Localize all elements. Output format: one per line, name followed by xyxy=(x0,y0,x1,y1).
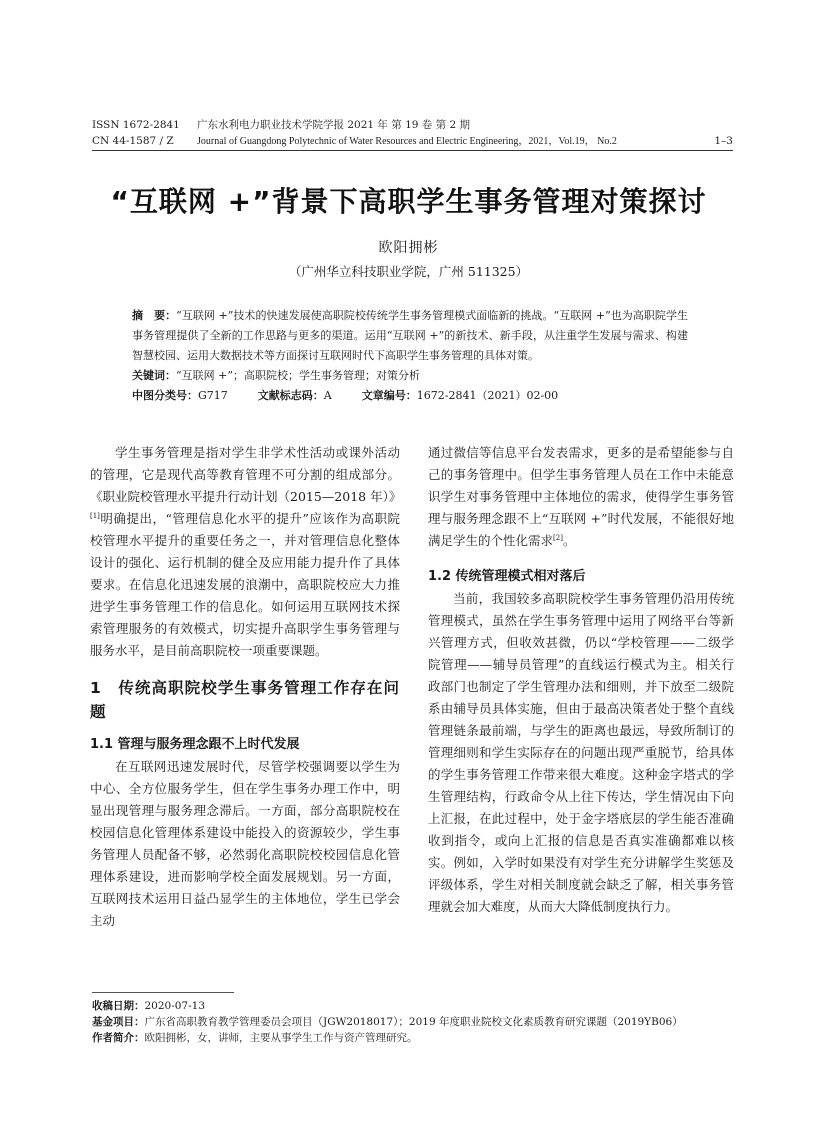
keywords xyxy=(132,366,688,386)
footnote-fund xyxy=(92,1014,752,1030)
cn-number: CN 44-1587 / Z xyxy=(92,135,174,147)
clc-label: 中图分类号： xyxy=(132,389,198,402)
keywords-text: “互联网 +”；高职院校；学生事务管理；对策分析 xyxy=(176,369,420,382)
bio-text: 欧阳拥彬，女，讲师，主要从事学生工作与资产管理研究。 xyxy=(144,1032,418,1044)
intro-text-2: 明确提出，“管理信息化水平的提升”应该作为高职院校管理水平提升的重要任务之一，并对管理信息化整体设计的强化、运行机制的健全及应用能力提升作了具体要求。在信息化迅速发展的浪潮中，高职院校应大力推进学生事务管理工作的信息化。如何运用互联网技术探索管理服务的有效模式，切实提升高职学生事务管理与服务水平，是目前高职院校一项重要课题。 xyxy=(90,511,400,658)
footnote-rule xyxy=(92,992,234,993)
subsection-heading-1-2: 1.2 传统管理模式相对落后 xyxy=(428,569,586,584)
continued-paragraph xyxy=(428,442,734,552)
citation-2[interactable]: [2] xyxy=(553,533,563,542)
section-1-2-paragraph: 当前，我国较多高职院校学生事务管理仍沿用传统管理模式，虽然在学生事务管理中运用了网络平台等新兴管理方式，但收效甚微，仍以“学校管理——二级学院管理——辅导员管理”的直线运行模式为主。相关行政部门也制定了学生管理办法和细则，并下放至二级院系由辅导员具体实施，但由于最高决策者处于整个直线管理链条最前端，与学生的距离也最远，导致所制订的管理细则和学生实际存在的问题出现严重脱节，给具体的学生事务管理工作带来很大难度。这种金字塔式的学生管理结构，行政命令从上往下传达，学生情况由下向上汇报，在此过程中，处于金字塔底层的学生能否准确收到指令，或向上汇报的信息是否真实准确都难以核实。例如，入学时如果没有对学生充分讲解学生奖惩及评级体系，学生对相关制度就会缺乏了解，相关事务管理就会加大难度，从而大大降低制度执行力。 xyxy=(428,591,734,914)
article-number-label: 文章编号： xyxy=(361,389,417,402)
section-1-1-paragraph: 在互联网迅速发展时代，尽管学校强调要以学生为中心、全方位服务学生，但在学生事务办理工作中，明显出现管理与服务理念滞后。一方面，部分高职院校在校园信息化管理体系建设中能投入的资源较少，学生事务管理人员配备不够，必然弱化高职院校校园信息化管理体系建设，进而影响学校全面发展规划。另一方面，互联网技术运用日益凸显学生的主体地位，学生已学会主动 xyxy=(90,759,400,928)
author: 欧阳拥彬 xyxy=(378,240,439,256)
section-heading-1: 1 传统高职院校学生事务管理工作存在问题 xyxy=(90,679,400,721)
page-range: 1–3 xyxy=(714,135,733,147)
journal-title-cn: 广东水利电力职业技术学院学报 2021 年 第 19 卷 第 2 期 xyxy=(197,119,470,131)
doc-code-label: 文献标志码： xyxy=(257,389,324,402)
affiliation: （广州华立科技职业学院，广州 511325） xyxy=(288,264,529,279)
article-number-value: 1672-2841（2021）02-00 xyxy=(416,389,559,402)
intro-paragraph xyxy=(90,442,400,662)
paper-title: “互联网 +”背景下高职学生事务管理对策探讨 xyxy=(110,185,707,218)
citation-1[interactable]: [1] xyxy=(90,511,100,520)
header-rule xyxy=(92,150,733,151)
doc-code-value: A xyxy=(323,389,332,402)
continued-text-end: 。 xyxy=(562,533,576,548)
issn: ISSN 1672-2841 xyxy=(92,119,180,131)
classification-row xyxy=(132,386,688,406)
abstract-block xyxy=(132,306,688,406)
subsection-heading-1-1: 1.1 管理与服务理念跟不上时代发展 xyxy=(90,737,300,752)
footnote-author-bio xyxy=(92,1030,752,1046)
abstract-text: “互联网 +”技术的快速发展使高职院校传统学生事务管理模式面临新的挑战。“互联网 +”也为高职院学生事务管理提供了全新的工作思路与更多的渠道。运用“互联网 +”的新技术、新手段，从注重学生发展与需求、构建智慧校园、运用大数据技术等方面探讨互联网时代下高职学生事务管理的具体对策。 xyxy=(132,309,689,362)
body-column-right xyxy=(428,442,734,918)
received-label: 收稿日期： xyxy=(92,1000,145,1012)
bio-label: 作者简介： xyxy=(92,1032,145,1044)
continued-text: 通过微信等信息平台发表需求，更多的是希望能参与自己的事务管理中。但学生事务管理人员在工作中未能意识学生对事务管理中主体地位的需求，使得学生事务管理与服务理念跟不上“互联网 +”时代发展，不能很好地满足学生的个性化需求 xyxy=(428,445,734,548)
clc-value: G717 xyxy=(198,389,228,402)
footnote-received xyxy=(92,998,752,1014)
fund-label: 基金项目： xyxy=(92,1016,145,1028)
body-column-left xyxy=(90,442,400,932)
received-date: 2020-07-13 xyxy=(144,1000,206,1012)
intro-text-1: 学生事务管理是指对学生非学术性活动或课外活动的管理，它是现代高等教育管理不可分割的组成部分。《职业院校管理水平提升行动计划（2015—2018 年）》 xyxy=(90,445,402,504)
keywords-label: 关键词： xyxy=(132,369,176,382)
abstract xyxy=(132,306,688,366)
fund-text: 广东省高职教育教学管理委员会项目（JGW2018017）；2019 年度职业院校文化素质教育研究课题（2019YB06） xyxy=(144,1016,683,1028)
abstract-label: 摘 要： xyxy=(132,309,177,322)
journal-title-en: Journal of Guangdong Polytechnic of Water Resources and Electric Engineering，2021，Vol.19， No.2 xyxy=(197,136,617,147)
